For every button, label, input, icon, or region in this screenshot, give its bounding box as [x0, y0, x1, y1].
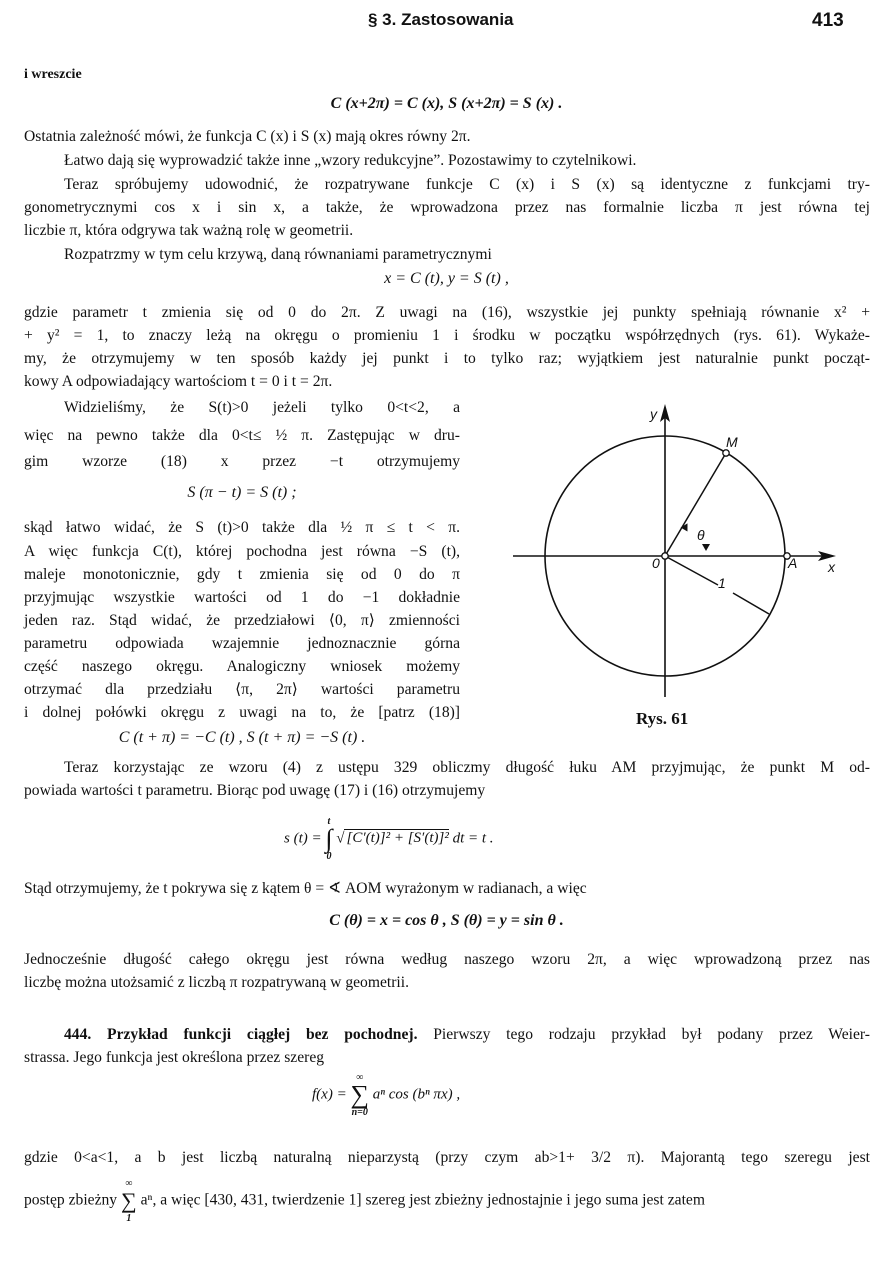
paragraph-period: Ostatnia zależność mówi, że funkcja C (x) i S (x) mają okres równy 2π.	[24, 128, 471, 145]
column-text-line11: otrzymać dla przedziału ⟨π, 2π⟩ wartości parametru	[24, 681, 460, 698]
weier-rhs: aⁿ cos (bⁿ πx) ,	[372, 1086, 461, 1103]
paragraph-identity-line3: liczbie π, która odgrywa tak ważną rolę w geometrii.	[24, 222, 354, 239]
arc-lhs: s (t) =	[284, 830, 322, 847]
equation-trig: C (θ) = x = cos θ , S (θ) = y = sin θ .	[329, 912, 564, 929]
arc-integrand: [C′(t)]² + [S′(t)]²	[346, 830, 449, 847]
running-header: § 3. Zastosowania	[368, 10, 514, 29]
paragraph-circumference-line1: Jednocześnie długość całego okręgu jest równa według naszego wzoru 2π, a więc wprowadzoną przez nas	[24, 951, 870, 968]
column-text-line6: maleje monotonicznie, gdy t zmienia się od 0 do π	[24, 566, 460, 583]
x-axis-label: x	[828, 559, 835, 575]
y-axis-label: y	[650, 406, 657, 422]
section-444-line1	[24, 1024, 870, 1045]
column-text-line12: i dolnej połówki okręgu z uwagi na to, że [patrz (18)]	[24, 704, 460, 721]
equation-arc-length: s (t) = t ∫ 0 √ [C′(t)]² + [S′(t)]² dt = t .	[284, 816, 494, 862]
intro-text: i wreszcie	[24, 67, 82, 82]
column-text-line9: parametru odpowiada wzajemnie jednoznacznie górna	[24, 635, 460, 652]
section-444-line1-rest: Pierwszy tego rodzaju przykład był podany przez Weier-	[417, 1026, 870, 1043]
paragraph-angle: Stąd otrzymujemy, że t pokrywa się z kątem θ = ∢ AOM wyrażonym w radianach, a więc	[24, 880, 587, 897]
paragraph-arc-length-line1: Teraz korzystając ze wzoru (4) z ustępu 329 obliczmy długość łuku AM przyjmując, że punkt M od-	[64, 759, 870, 776]
paragraph-majorant	[24, 1178, 705, 1224]
paragraph-arc-length-line2: powiada wartości t parametru. Biorąc pod uwagę (17) i (16) otrzymujemy	[24, 782, 486, 799]
column-text-line2: więc na pewno także dla 0<t≤ ½ π. Zastępując w dru-	[24, 427, 460, 444]
column-text-line5: A więc funkcja C(t), której pochodna jest równa −S (t),	[24, 543, 460, 560]
arc-tail: dt = t .	[452, 830, 494, 847]
section-444-heading: 444. Przykład funkcji ciągłej bez pochodnej.	[64, 1026, 418, 1043]
sum-sign-majorant: ∞ ∑ 1	[121, 1178, 137, 1224]
sum-sign: ∞ ∑ n=0	[350, 1072, 369, 1118]
equation-weierstrass	[312, 1072, 460, 1118]
page-number: 413	[812, 10, 844, 31]
radius-label: 1	[718, 575, 726, 591]
paragraph-circle-line2: + y² = 1, to znaczy leżą na okręgu o promieniu 1 i środku w początku współrzędnych (rys. 61). Wykaże-	[24, 327, 870, 344]
equation-symmetry: S (π − t) = S (t) ;	[187, 484, 297, 501]
column-text-line10: część naszego okręgu. Analogiczny wniosek możemy	[24, 658, 460, 675]
figure-caption: Rys. 61	[636, 709, 689, 728]
origin-label: 0	[652, 555, 660, 571]
paragraph-circle-line3: my, że otrzymujemy w ten sposób każdy jej punkt i to tylko raz; wyjątkiem jest naturalnie punkt począt-	[24, 350, 870, 367]
equation-periodicity: C (x+2π) = C (x), S (x+2π) = S (x) .	[330, 95, 563, 112]
majorant-before: postęp zbieżny	[24, 1191, 118, 1209]
paragraph-reduction-formulas: Łatwo dają się wyprowadzić także inne „wzory redukcyjne”. Pozostawimy to czytelnikowi.	[64, 152, 637, 169]
figure-unit-circle	[500, 395, 860, 740]
paragraph-parametric-intro: Rozpatrzmy w tym celu krzywą, daną równaniami parametrycznymi	[64, 246, 492, 263]
angle-theta-label: θ	[697, 527, 705, 543]
integral-sign: t ∫ 0	[325, 816, 333, 862]
column-text-line3: gim wzorze (18) x przez −t otrzymujemy	[24, 453, 460, 470]
weier-lhs: f(x) =	[312, 1086, 347, 1103]
point-a-label: A	[788, 555, 798, 571]
column-text-line8: jeden raz. Stąd widać, że przedziałowi ⟨0, π⟩ zmienności	[24, 612, 460, 629]
paragraph-circle-line1: gdzie parametr t zmienia się od 0 do 2π. Z uwagi na (16), wszystkie jej punkty spełniają równanie x² +	[24, 304, 870, 321]
column-text-line4: skąd łatwo widać, że S (t)>0 także dla ½ π ≤ t < π.	[24, 519, 460, 536]
point-m-label: M	[726, 434, 738, 450]
paragraph-circle-line4: kowy A odpowiadający wartościom t = 0 i t = 2π.	[24, 373, 333, 390]
paragraph-circumference-line2: liczbę można utożsamić z liczbą π rozpatrywaną w geometrii.	[24, 974, 409, 991]
majorant-after: aⁿ, a więc [430, 431, twierdzenie 1] szereg jest zbieżny jednostajnie i jego suma jest zatem	[140, 1191, 705, 1209]
paragraph-identity-line1: Teraz spróbujemy udowodnić, że rozpatrywane funkcje C (x) i S (x) są identyczne z funkcjami try-	[64, 176, 870, 193]
paragraph-identity-line2: gonometrycznymi cos x i sin x, a także, że wprowadzona przez nas formalnie liczba π jest równa tej	[24, 199, 870, 216]
paragraph-conditions: gdzie 0<a<1, a b jest liczbą naturalną nieparzystą (przy czym ab>1+ 3/2 π). Majorantą tego szeregu jest	[24, 1149, 870, 1166]
section-444-line2: strassa. Jego funkcja jest określona przez szereg	[24, 1049, 325, 1066]
equation-shift: C (t + π) = −C (t) , S (t + π) = −S (t) .	[118, 729, 366, 746]
equation-parametric: x = C (t), y = S (t) ,	[384, 270, 509, 287]
column-text-line1: Widzieliśmy, że S(t)>0 jeżeli tylko 0<t<2, a	[64, 399, 460, 416]
column-text-line7: przyjmując wszystkie wartości od 1 do −1 dokładnie	[24, 589, 460, 606]
